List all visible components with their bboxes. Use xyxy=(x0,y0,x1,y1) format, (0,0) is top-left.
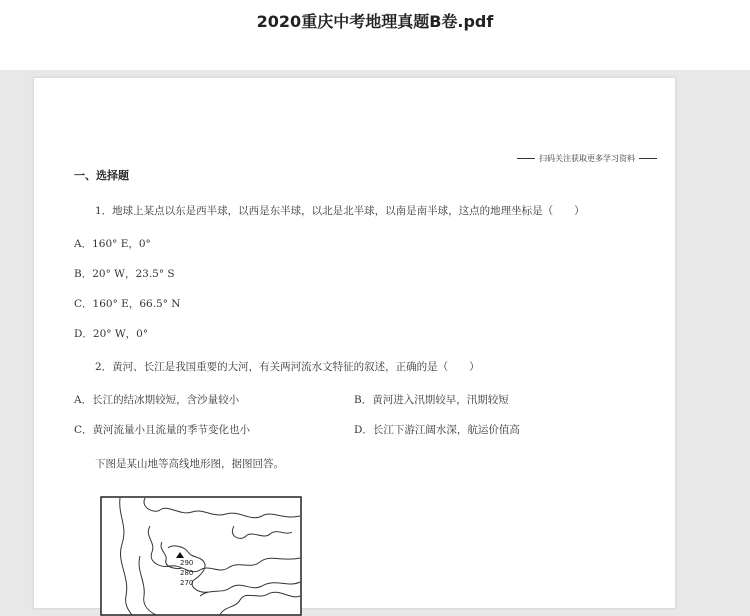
question-2-stem: 2．黄河、长江是我国重要的大河，有关两河流水文特征的叙述，正确的是（ ） xyxy=(95,361,480,373)
question-1-stem: 1．地球上某点以东是西半球，以西是东半球，以北是北半球，以南是南半球，这点的地理坐标是（ ） xyxy=(95,205,585,217)
banner-text: 扫码关注获取更多学习资料 xyxy=(539,154,635,163)
banner-rule-left xyxy=(517,158,535,159)
question-1-option-a: A．160° E，0° xyxy=(74,238,151,250)
contour-map xyxy=(100,496,302,616)
pdf-page xyxy=(33,77,676,609)
question-2-option-a: A．长江的结冰期较短，含沙量较小 xyxy=(74,394,240,406)
section-heading: 一、选择题 xyxy=(74,169,129,182)
banner-rule-right xyxy=(639,158,657,159)
scan-banner xyxy=(517,153,657,164)
map-intro-text: 下图是某山地等高线地形图，据图回答。 xyxy=(95,458,284,470)
question-2-option-c: C．黄河流量小且流量的季节变化也小 xyxy=(74,424,251,436)
contour-label-290: 290 xyxy=(180,559,194,567)
document-header xyxy=(0,0,750,70)
question-1-option-c: C．160° E，66.5° N xyxy=(74,298,181,310)
contour-label-270: 270 xyxy=(180,579,194,587)
question-1-option-b: B．20° W，23.5° S xyxy=(74,268,175,280)
question-1-option-d: D．20° W，0° xyxy=(74,328,149,340)
contour-label-280: 280 xyxy=(180,569,194,577)
document-title: 2020重庆中考地理真题B卷.pdf xyxy=(256,12,494,31)
map-frame xyxy=(101,497,301,615)
question-2-option-b: B．黄河进入汛期较早，汛期较短 xyxy=(354,394,509,406)
question-2-option-d: D．长江下游江阔水深，航运价值高 xyxy=(354,424,520,436)
